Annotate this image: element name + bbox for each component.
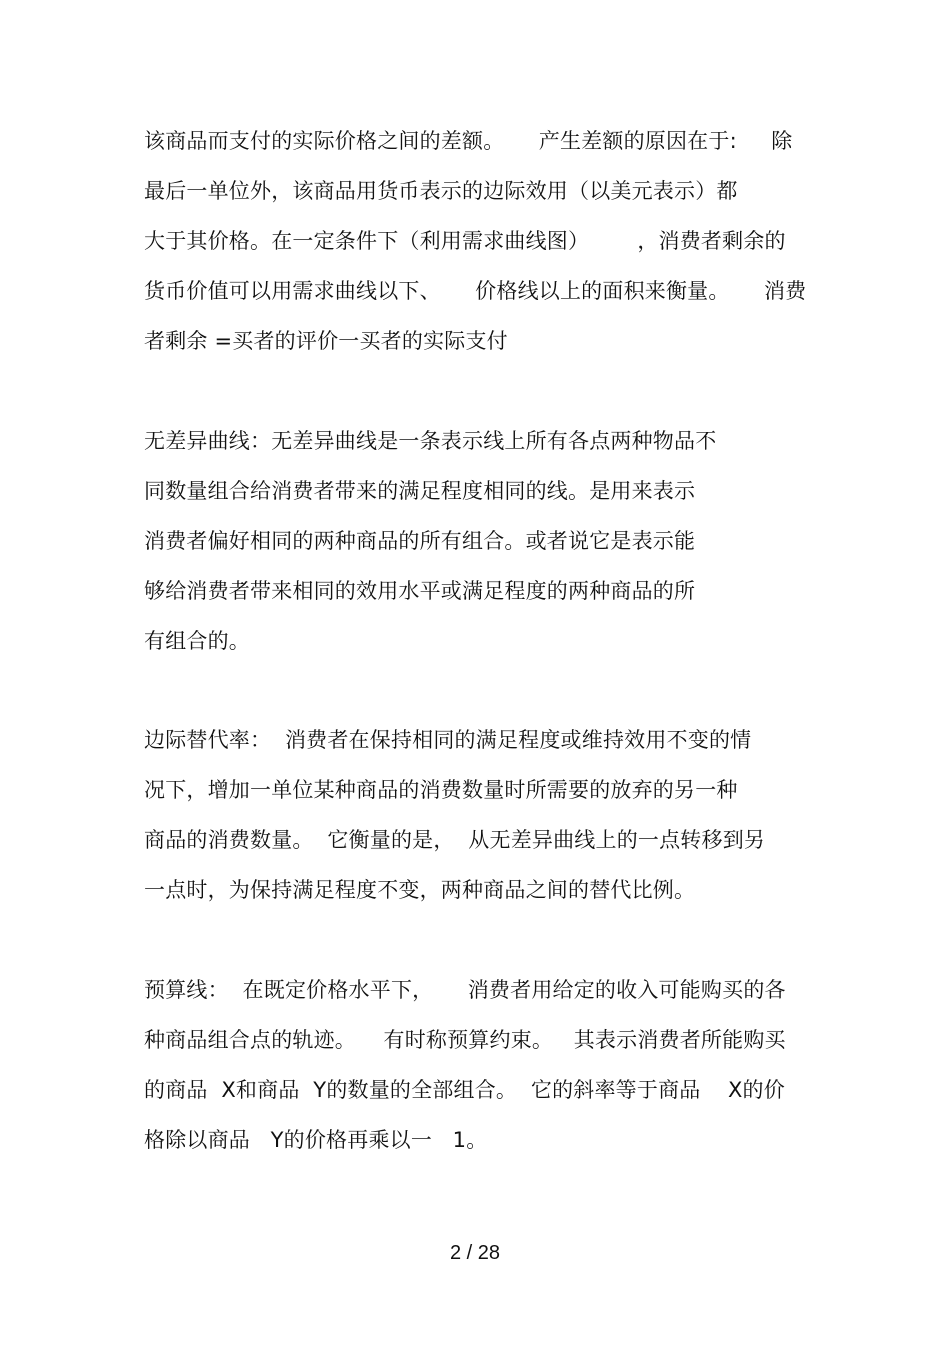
text-line: 货币价值可以用需求曲线以下、 价格线以上的面积来衡量。 消费: [144, 279, 807, 303]
text-line: 一点时，为保持满足程度不变，两种商品之间的替代比例。: [144, 878, 696, 902]
text-line: 的商品 X和商品 Y的数量的全部组合。 它的斜率等于商品 X的价: [144, 1078, 785, 1102]
text-line: 有组合的。: [144, 629, 250, 653]
text-line: 格除以商品 Y的价格再乘以一 1。: [144, 1128, 488, 1152]
text-line: 商品的消费数量。 它衡量的是， 从无差异曲线上的一点转移到另: [144, 828, 766, 852]
text-line: 预算线： 在既定价格水平下， 消费者用给定的收入可能购买的各: [144, 978, 786, 1002]
text-line: 最后一单位外，该商品用货币表示的边际效用（以美元表示）都: [144, 179, 738, 203]
text-line: 种商品组合点的轨迹。 有时称预算约束。 其表示消费者所能购买: [144, 1028, 786, 1052]
text-line: 者剩余 =买者的评价一买者的实际支付: [144, 329, 508, 353]
text-line: 该商品而支付的实际价格之间的差额。 产生差额的原因在于: 除: [144, 129, 793, 153]
text-line: 同数量组合给消费者带来的满足程度相同的线。是用来表示: [144, 479, 696, 503]
text-line: 况下，增加一单位某种商品的消费数量时所需要的放弃的另一种: [144, 778, 738, 802]
text-line: 够给消费者带来相同的效用水平或满足程度的两种商品的所: [144, 579, 696, 603]
text-line: 边际替代率： 消费者在保持相同的满足程度或维持效用不变的情: [144, 728, 752, 752]
page-number: 2 / 28: [449, 1242, 501, 1264]
text-line: 大于其价格。在一定条件下（利用需求曲线图） ，消费者剩余的: [144, 229, 786, 253]
text-line: 消费者偏好相同的两种商品的所有组合。或者说它是表示能: [144, 529, 696, 553]
text-line: 无差异曲线：无差异曲线是一条表示线上所有各点两种物品不: [144, 429, 717, 453]
